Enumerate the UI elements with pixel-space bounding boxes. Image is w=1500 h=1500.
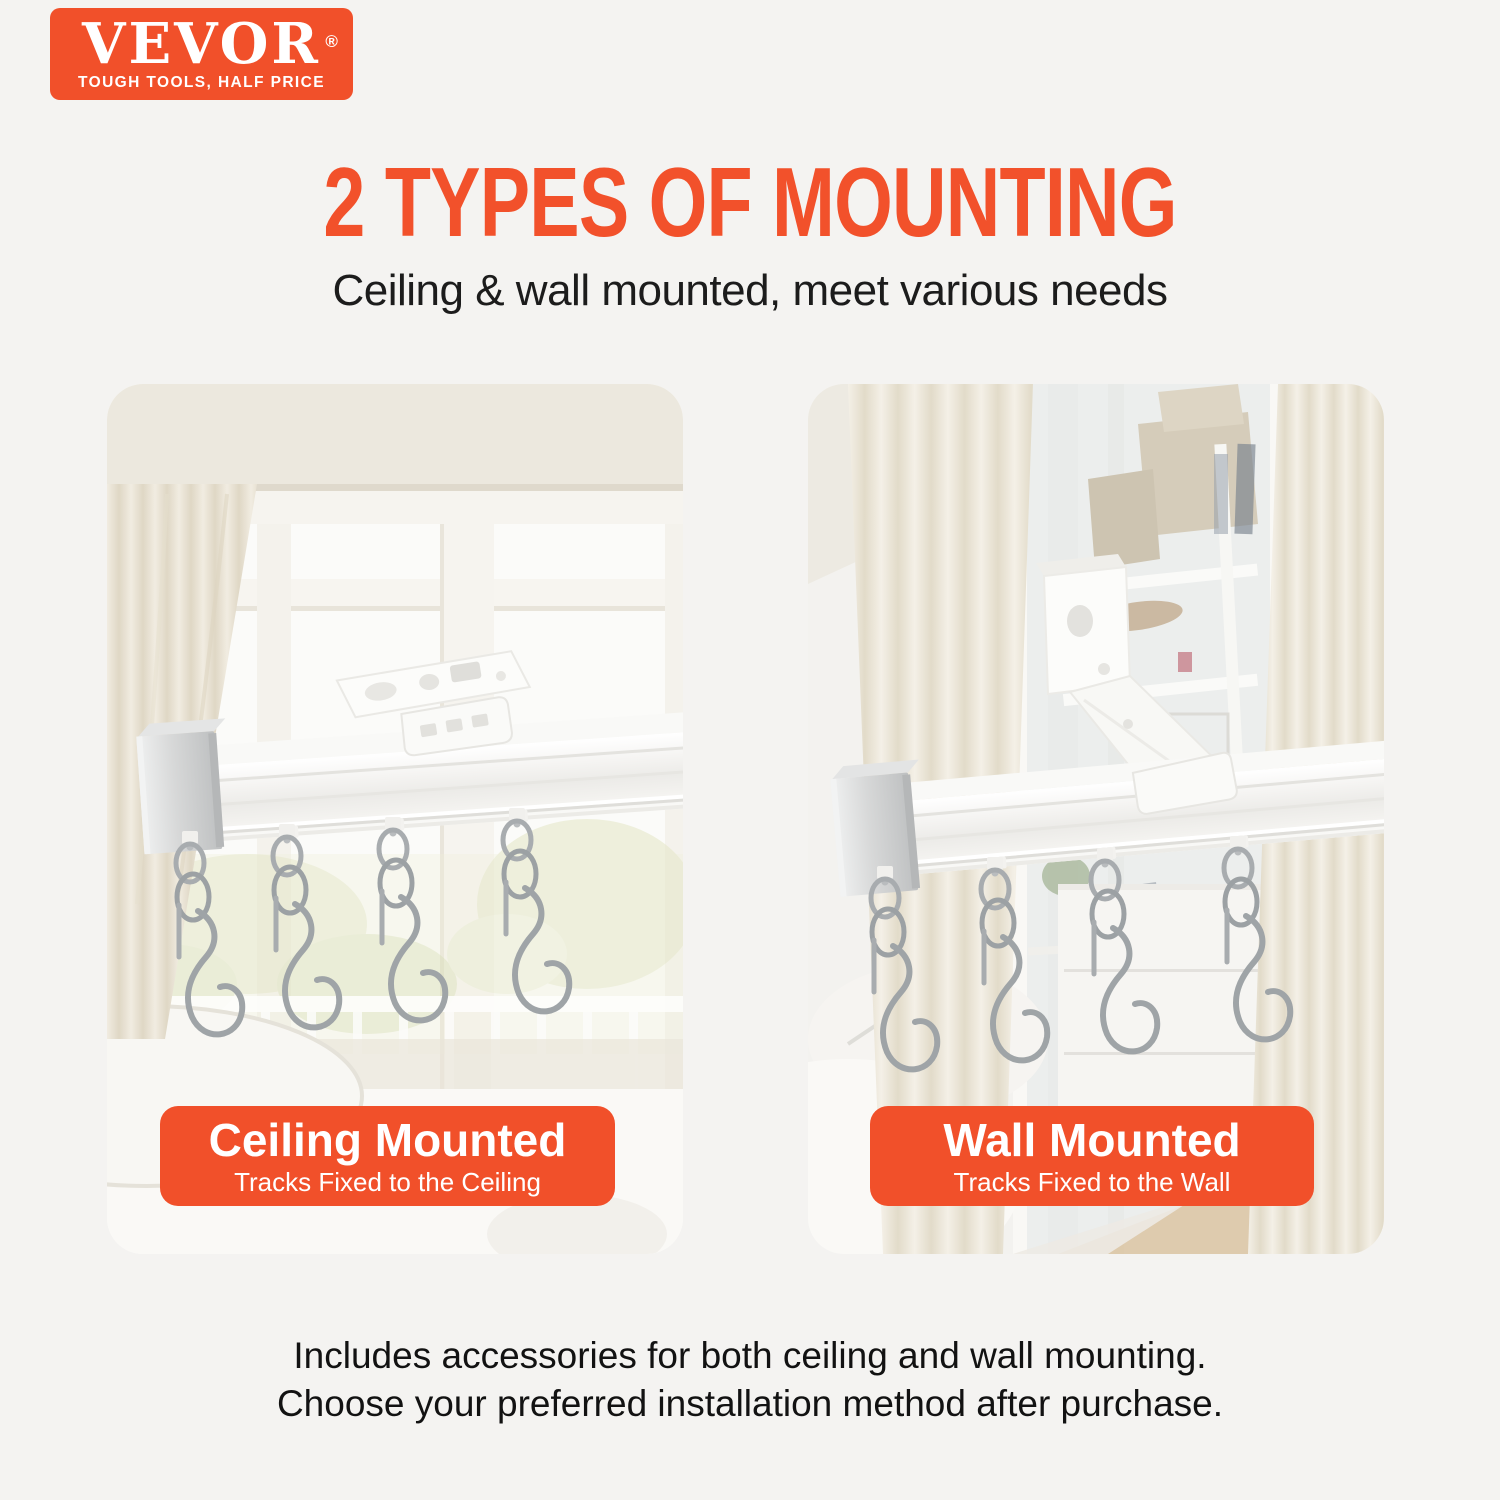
footer-note xyxy=(0,1332,1500,1428)
wall-mounted-card xyxy=(808,384,1384,1254)
vevor-logo-wordmark xyxy=(82,10,341,77)
wall-mounted-badge-subtitle: Tracks Fixed to the Wall xyxy=(953,1167,1231,1197)
page-subtitle: Ceiling & wall mounted, meet various needs xyxy=(332,266,1168,315)
vevor-logo-tagline: TOUGH TOOLS, HALF PRICE xyxy=(78,73,325,91)
ceiling-mounted-badge-subtitle: Tracks Fixed to the Ceiling xyxy=(234,1167,541,1197)
footer-note-line1: Includes accessories for both ceiling and wall mounting. xyxy=(293,1335,1207,1376)
footer-note-line2: Choose your preferred installation method after purchase. xyxy=(276,1383,1224,1424)
wall-mounted-badge xyxy=(870,1106,1314,1206)
ceiling-mounted-badge-title: Ceiling Mounted xyxy=(208,1114,567,1166)
vevor-logo-text: VEVOR xyxy=(82,10,321,77)
wall-mounted-badge-title: Wall Mounted xyxy=(943,1114,1241,1166)
page-title: 2 TYPES OF MOUNTING xyxy=(323,147,1177,257)
registered-trademark-icon: ® xyxy=(325,31,341,51)
vevor-logo xyxy=(50,8,353,100)
ceiling-mounted-badge xyxy=(160,1106,615,1206)
ceiling-mounted-card xyxy=(107,384,683,1254)
